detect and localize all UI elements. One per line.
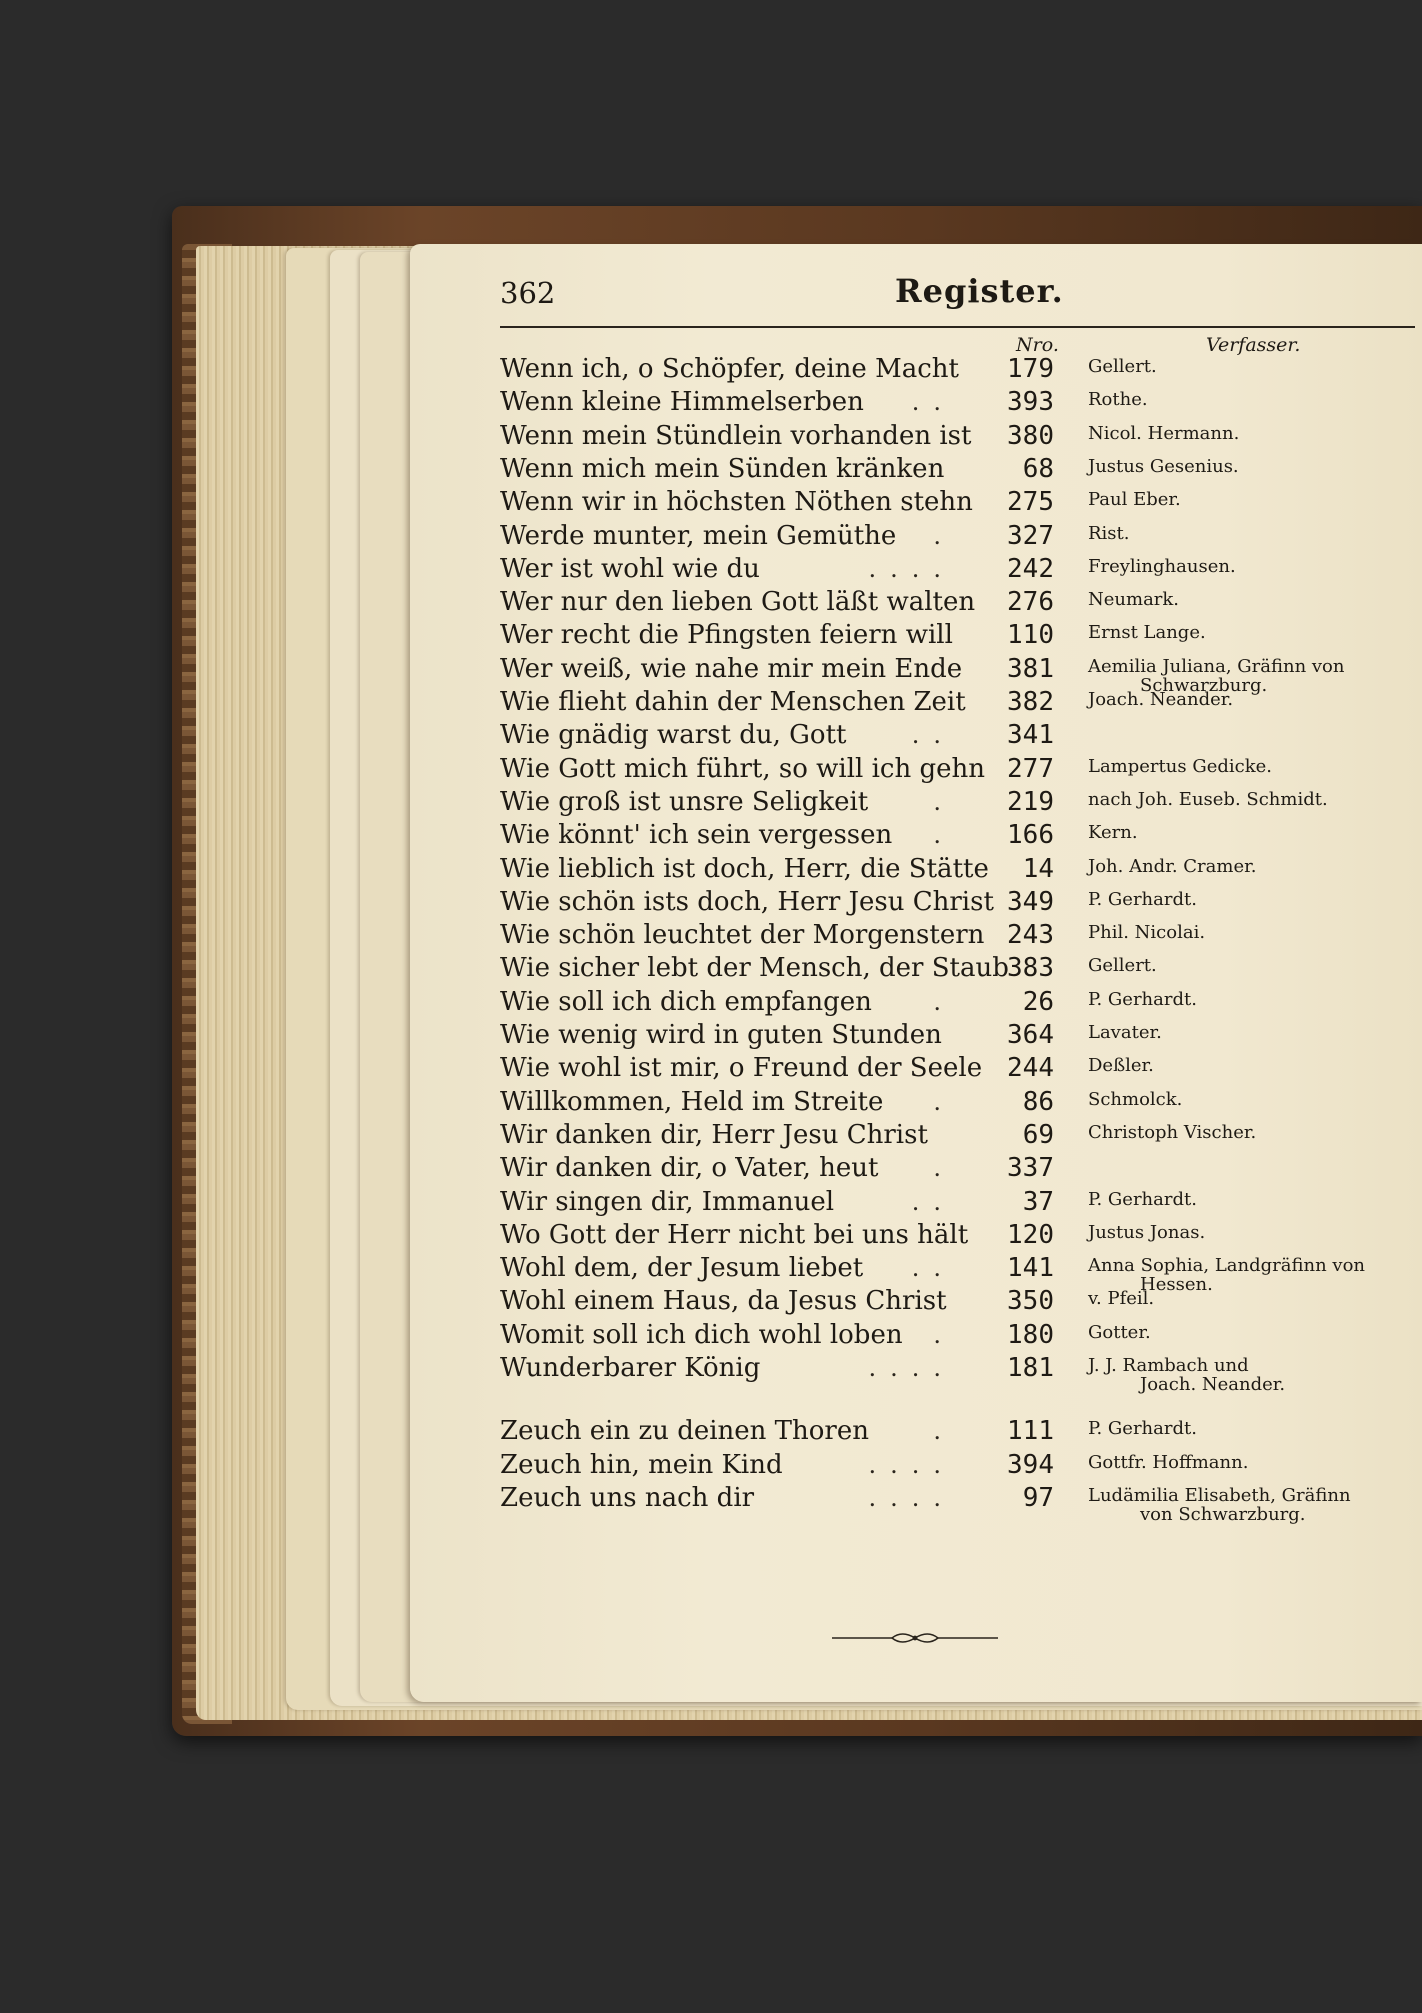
hymn-number: 382 [1007, 687, 1054, 717]
hymn-number: 179 [1007, 354, 1054, 384]
register-entry [500, 1051, 1422, 1085]
hymn-number: 219 [1007, 786, 1054, 817]
register-entry [500, 951, 1422, 985]
hymn-title: Wie flieht dahin der Menschen Zeit [500, 687, 966, 717]
hymn-number: 393 [1007, 387, 1054, 418]
hymn-title: Wie wenig wird in guten Stunden [500, 1020, 942, 1050]
register-entry [500, 1414, 1422, 1448]
hymn-author: Aemilia Juliana, Gräfinn von [1088, 655, 1345, 677]
hymn-author: P. Gerhardt. [1088, 1188, 1197, 1210]
hymn-title: Wer weiß, wie nahe mir mein Ende [500, 653, 963, 684]
dot-leader: . [933, 1417, 955, 1446]
hymn-author: Lavater. [1088, 1022, 1162, 1043]
hymn-title: Wie wohl ist mir, o Freund der Seele [500, 1053, 983, 1084]
hymn-author: Freylinghausen. [1088, 555, 1236, 577]
hymn-title: Wenn kleine Himmelserben [500, 387, 864, 418]
register-entry [500, 419, 1422, 453]
dot-leader: .... [868, 1450, 955, 1479]
dot-leader: .... [868, 1354, 955, 1382]
dot-leader: . [933, 1320, 955, 1349]
hymn-number: 243 [1007, 920, 1054, 951]
dot-leader: . [933, 1087, 955, 1116]
dot-leader: .. [911, 1254, 955, 1283]
register-entry [500, 452, 1422, 486]
hymn-author-continued: Schwarzburg. [1140, 674, 1268, 696]
dot-leader: . [933, 821, 955, 850]
hymn-title: Wie sicher lebt der Mensch, der Staub [500, 953, 1009, 984]
register-entry [500, 652, 1422, 696]
register-entry [500, 1251, 1422, 1296]
hymn-title: Zeuch ein zu deinen Thoren [500, 1416, 869, 1447]
hymn-number: 337 [1007, 1153, 1054, 1184]
column-header-author: Verfasser. [1206, 334, 1301, 356]
hymn-author: P. Gerhardt. [1088, 1418, 1197, 1440]
hymn-title: Wunderbarer König [500, 1353, 761, 1383]
hymn-title: Wohl einem Haus, da Jesus Christ [500, 1286, 947, 1317]
register-entry [500, 785, 1422, 819]
hymn-number: 349 [1007, 886, 1054, 917]
hymn-author-continued: von Schwarzburg. [1140, 1503, 1306, 1525]
register-entry [500, 852, 1422, 886]
page-content [500, 268, 1422, 1668]
register-entry [500, 752, 1422, 786]
hymn-number: 166 [1007, 820, 1054, 851]
column-header-nro: Nro. [1016, 334, 1059, 356]
register-entry [500, 685, 1422, 719]
hymn-number: 86 [1022, 1086, 1054, 1117]
register-entry [500, 885, 1422, 919]
hymn-title: Wie groß ist unsre Seligkeit [500, 786, 869, 817]
hymn-number: 69 [1022, 1119, 1054, 1150]
register-entry [500, 1318, 1422, 1352]
hymn-author: Justus Jonas. [1088, 1221, 1206, 1243]
hymn-number: 341 [1007, 720, 1054, 751]
hymn-author: Ernst Lange. [1088, 622, 1206, 644]
hymn-author: Neumark. [1088, 589, 1180, 611]
hymn-number: 242 [1007, 553, 1054, 584]
running-head: Register. [895, 272, 1064, 310]
dot-leader: . [933, 521, 955, 550]
hymn-title: Willkommen, Held im Streite [500, 1086, 884, 1117]
register-entry [500, 985, 1422, 1019]
hymn-author: Joach. Neander. [1088, 689, 1234, 710]
hymn-author: Rothe. [1088, 389, 1148, 411]
register-entry [500, 1481, 1422, 1525]
hymn-number: 120 [1007, 1219, 1054, 1250]
hymn-number: 26 [1022, 986, 1054, 1017]
hymn-title: Wir danken dir, o Vater, heut [500, 1153, 879, 1184]
hymn-author: Anna Sophia, Landgräfinn von [1088, 1255, 1366, 1277]
hymn-author-continued: Joach. Neander. [1140, 1374, 1286, 1395]
hymn-author: Deßler. [1088, 1055, 1154, 1077]
hymn-author: Christoph Vischer. [1088, 1121, 1257, 1143]
hymn-number: 97 [1022, 1482, 1054, 1513]
hymn-author: P. Gerhardt. [1088, 988, 1197, 1010]
hymn-number: 350 [1007, 1286, 1054, 1317]
hymn-title: Wie schön ists doch, Herr Jesu Christ [500, 886, 994, 917]
hymn-title: Womit soll ich dich wohl loben [500, 1319, 903, 1350]
hymn-title: Zeuch hin, mein Kind [500, 1449, 783, 1480]
hymn-author-continued: Hessen. [1140, 1274, 1213, 1296]
register-entry [500, 1085, 1422, 1119]
hymn-title: Wie lieblich ist doch, Herr, die Stätte [500, 853, 989, 884]
hymn-number: 381 [1007, 653, 1054, 684]
hymn-number: 277 [1007, 753, 1054, 784]
hymn-author: J. J. Rambach und [1088, 1355, 1249, 1376]
register-entry [500, 1351, 1422, 1395]
hymn-title: Wir danken dir, Herr Jesu Christ [500, 1119, 928, 1150]
hymn-title: Wie könnt' ich sein vergessen [500, 820, 893, 851]
hymn-title: Wohl dem, der Jesum liebet [500, 1253, 864, 1284]
hymn-title: Wer ist wohl wie du [500, 553, 760, 584]
page-number: 362 [500, 276, 556, 310]
register-entry [500, 918, 1422, 952]
hymn-title: Wenn wir in höchsten Nöthen stehn [500, 487, 973, 518]
dot-leader: . [933, 1154, 955, 1183]
hymn-title: Wer nur den lieben Gott läßt walten [500, 587, 976, 618]
hymn-number: 110 [1007, 620, 1054, 651]
hymn-author: Kern. [1088, 822, 1138, 844]
register-entry [500, 1218, 1422, 1252]
hymn-title: Wer recht die Pfingsten feiern will [500, 620, 953, 651]
hymn-number: 68 [1022, 453, 1054, 484]
hymn-title: Wie Gott mich führt, so will ich gehn [500, 753, 986, 784]
hymn-author: Justus Gesenius. [1088, 455, 1239, 477]
dot-leader: .... [868, 554, 955, 583]
hymn-author: Nicol. Hermann. [1088, 422, 1240, 444]
register-entry [500, 618, 1422, 652]
dot-leader: .. [911, 721, 955, 750]
hymn-author: Gellert. [1088, 955, 1157, 977]
register-entry [500, 1118, 1422, 1152]
dot-leader: .. [911, 1187, 955, 1216]
hymn-title: Wo Gott der Herr nicht bei uns hält [500, 1219, 969, 1250]
hymn-author: v. Pfeil. [1088, 1288, 1155, 1310]
register-entry [500, 385, 1422, 419]
hymn-title: Wenn mich mein Sünden kränken [500, 453, 945, 484]
register-entry [500, 1018, 1422, 1052]
hymn-number: 14 [1022, 853, 1054, 884]
hymn-number: 380 [1007, 420, 1054, 451]
header-rule [500, 326, 1415, 328]
hymn-number: 180 [1007, 1319, 1054, 1350]
dot-leader: .. [911, 388, 955, 417]
register-entry [500, 818, 1422, 852]
hymn-author: nach Joh. Euseb. Schmidt. [1088, 788, 1328, 810]
register-entry [500, 1284, 1422, 1318]
register-entry [500, 1185, 1422, 1219]
hymn-author: Joh. Andr. Cramer. [1088, 855, 1257, 877]
register-entry [500, 519, 1422, 553]
register-entry [500, 585, 1422, 619]
register-entry [500, 552, 1422, 586]
hymn-number: 364 [1007, 1020, 1054, 1050]
dot-leader: .... [868, 1483, 955, 1512]
hymn-number: 244 [1007, 1053, 1054, 1084]
hymn-title: Zeuch uns nach dir [500, 1482, 755, 1513]
hymn-number: 383 [1007, 953, 1054, 984]
hymn-title: Wir singen dir, Immanuel [500, 1186, 835, 1217]
hymn-author: Ludämilia Elisabeth, Gräfinn [1088, 1484, 1351, 1506]
hymn-title: Werde munter, mein Gemüthe [500, 520, 897, 551]
register-entry [500, 718, 1422, 752]
register-entry [500, 485, 1422, 519]
hymn-number: 327 [1007, 520, 1054, 551]
hymn-number: 141 [1007, 1253, 1054, 1284]
hymn-number: 37 [1022, 1186, 1054, 1217]
closing-ornament [830, 1628, 1000, 1648]
dot-leader: . [933, 987, 955, 1016]
register-entry [500, 1448, 1422, 1482]
hymn-number: 276 [1007, 587, 1054, 618]
hymn-author: Schmolck. [1088, 1088, 1183, 1110]
dot-leader: . [933, 787, 955, 816]
hymn-title: Wie soll ich dich empfangen [500, 986, 872, 1017]
register-entry [500, 1151, 1422, 1185]
hymn-author: P. Gerhardt. [1088, 888, 1197, 910]
hymn-author: Phil. Nicolai. [1088, 922, 1206, 944]
hymn-title: Wenn mein Stündlein vorhanden ist [500, 420, 972, 451]
hymn-title: Wenn ich, o Schöpfer, deine Macht [500, 354, 959, 384]
hymn-title: Wie schön leuchtet der Morgenstern [500, 920, 985, 951]
hymn-number: 111 [1007, 1416, 1054, 1447]
hymn-number: 181 [1007, 1353, 1054, 1383]
hymn-author: Gottfr. Hoffmann. [1088, 1451, 1249, 1473]
hymn-author: Lampertus Gedicke. [1088, 755, 1272, 777]
hymn-title: Wie gnädig warst du, Gott [500, 720, 847, 751]
hymn-number: 275 [1007, 487, 1054, 518]
hymn-author: Rist. [1088, 522, 1130, 544]
hymn-author: Gellert. [1088, 356, 1157, 377]
hymn-author: Gotter. [1088, 1321, 1151, 1343]
register-entry [500, 352, 1422, 386]
hymn-author: Paul Eber. [1088, 489, 1181, 511]
hymn-number: 394 [1007, 1449, 1054, 1480]
